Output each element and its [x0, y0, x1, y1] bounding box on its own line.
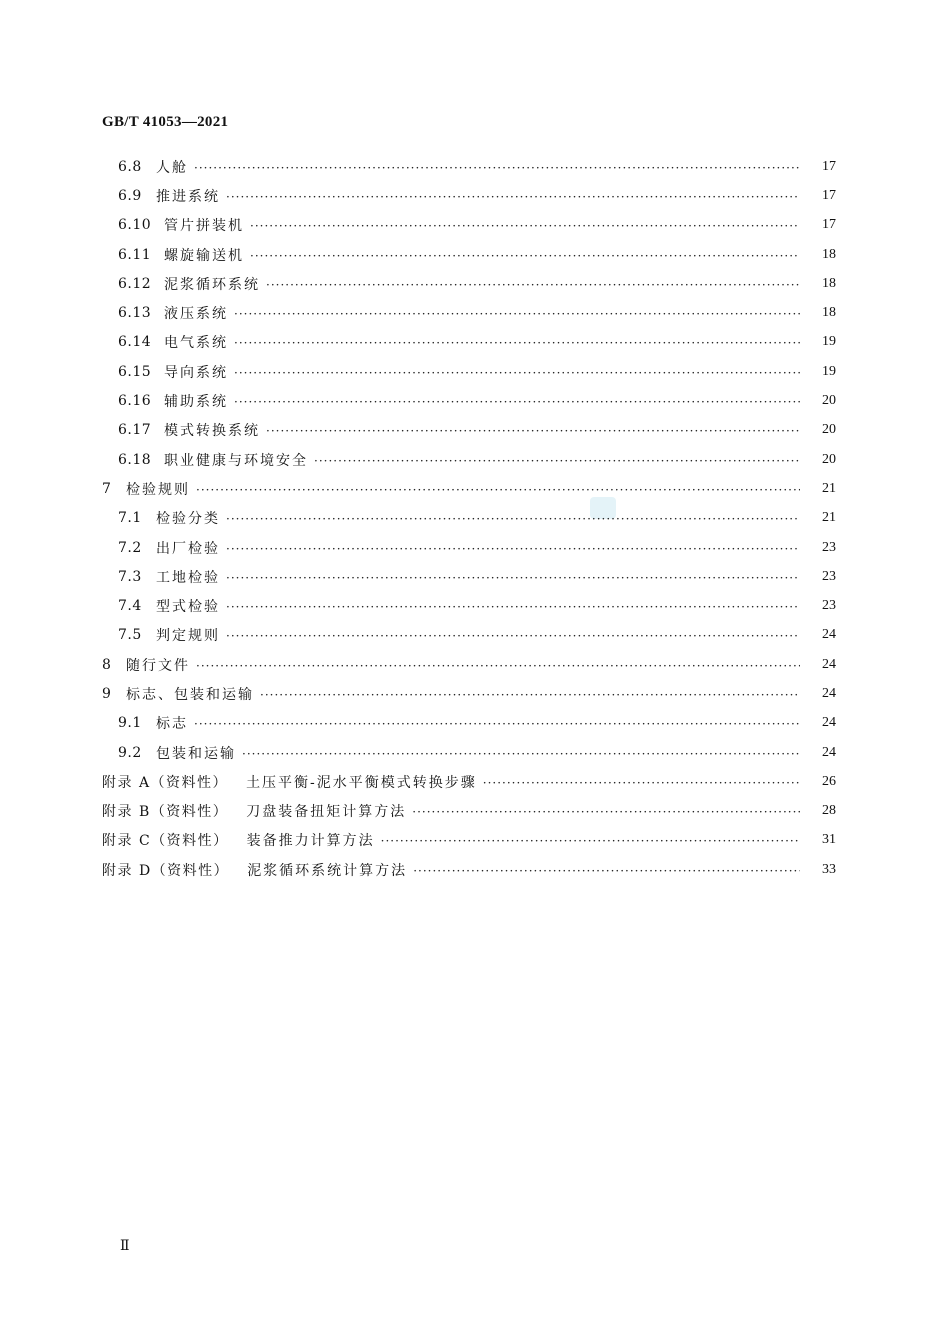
toc-entry-title: 工地检验	[156, 569, 220, 586]
toc-entry-page: 18	[822, 275, 836, 291]
toc-leader-dots	[226, 572, 800, 584]
toc-entry-number: 6.11	[118, 246, 152, 263]
toc-entry-number: 7.2	[118, 539, 142, 556]
toc-entry-title: 职业健康与环境安全	[164, 452, 308, 469]
toc-entry-title: 判定规则	[156, 628, 220, 645]
toc-leader-dots	[194, 718, 800, 730]
toc-entry[interactable]	[0, 650, 950, 679]
toc-entry-page: 26	[822, 773, 836, 789]
toc-entry[interactable]	[0, 621, 950, 650]
toc-entry-page: 21	[822, 480, 836, 496]
toc-leader-dots	[226, 630, 800, 642]
toc-entry-title: 电气系统	[164, 335, 228, 352]
toc-entry-number: 6.16	[118, 393, 152, 410]
toc-entry[interactable]	[0, 269, 950, 298]
toc-entry-page: 18	[822, 305, 836, 321]
toc-leader-dots	[413, 865, 800, 877]
toc-entry-number: 9.1	[118, 715, 142, 732]
toc-entry-title: 土压平衡-泥水平衡模式转换步骤	[246, 774, 477, 791]
toc-entry[interactable]	[0, 562, 950, 591]
toc-entry-number: 6.13	[118, 305, 152, 322]
toc-entry[interactable]	[0, 240, 950, 269]
toc-leader-dots	[250, 250, 800, 262]
toc-entry-number: 6.8	[118, 158, 142, 175]
toc-entry[interactable]	[0, 152, 950, 181]
toc-leader-dots	[226, 191, 800, 203]
toc-entry[interactable]	[0, 474, 950, 503]
toc-entry-number: 6.10	[118, 217, 152, 234]
toc-entry-number: 附录 A（资料性）	[102, 774, 229, 791]
table-of-contents	[0, 152, 950, 884]
toc-leader-dots	[266, 425, 800, 437]
toc-entry-page: 24	[822, 656, 836, 672]
toc-entry-page: 19	[822, 363, 836, 379]
toc-entry-number: 7.3	[118, 568, 142, 585]
toc-entry-number: 9	[102, 685, 112, 702]
toc-entry-number: 6.12	[118, 275, 152, 292]
toc-entry-title: 管片拼装机	[164, 218, 244, 235]
toc-leader-dots	[260, 689, 800, 701]
toc-entry-number: 8	[102, 656, 112, 673]
toc-entry-title: 检验分类	[156, 511, 220, 528]
toc-entry-number: 6.9	[118, 187, 142, 204]
toc-entry[interactable]	[0, 504, 950, 533]
toc-entry-title: 检验规则	[126, 481, 190, 498]
toc-entry-number: 9.2	[118, 744, 142, 761]
toc-entry-title: 推进系统	[156, 188, 220, 205]
toc-entry[interactable]	[0, 855, 950, 884]
toc-leader-dots	[234, 367, 800, 379]
toc-entry-page: 33	[822, 861, 836, 877]
toc-entry-page: 21	[822, 510, 836, 526]
toc-entry-title: 辅助系统	[164, 394, 228, 411]
toc-leader-dots	[483, 777, 800, 789]
toc-entry-page: 20	[822, 393, 836, 409]
toc-entry[interactable]	[0, 445, 950, 474]
toc-entry-number: 7.5	[118, 627, 142, 644]
toc-leader-dots	[196, 660, 800, 672]
toc-leader-dots	[234, 396, 800, 408]
toc-entry-page: 28	[822, 803, 836, 819]
toc-entry-page: 20	[822, 422, 836, 438]
toc-entry[interactable]	[0, 328, 950, 357]
toc-entry-title: 液压系统	[164, 306, 228, 323]
toc-leader-dots	[226, 513, 800, 525]
toc-leader-dots	[234, 308, 800, 320]
toc-entry-title: 人舱	[156, 159, 188, 176]
toc-entry-page: 23	[822, 598, 836, 614]
page-number: Ⅱ	[120, 1239, 130, 1254]
toc-leader-dots	[226, 543, 800, 555]
toc-entry-page: 19	[822, 334, 836, 350]
toc-entry[interactable]	[0, 211, 950, 240]
toc-entry-page: 31	[822, 832, 836, 848]
toc-entry-page: 24	[822, 744, 836, 760]
toc-leader-dots	[412, 806, 800, 818]
toc-leader-dots	[196, 484, 800, 496]
toc-entry-number: 6.15	[118, 363, 152, 380]
toc-entry[interactable]	[0, 533, 950, 562]
toc-entry-page: 17	[822, 217, 836, 233]
toc-leader-dots	[314, 455, 800, 467]
toc-entry[interactable]	[0, 298, 950, 327]
toc-entry[interactable]	[0, 181, 950, 210]
toc-leader-dots	[242, 748, 800, 760]
toc-entry-page: 24	[822, 715, 836, 731]
toc-entry-title: 包装和运输	[156, 745, 236, 762]
toc-entry[interactable]	[0, 416, 950, 445]
toc-entry-title: 随行文件	[126, 657, 190, 674]
toc-entry-page: 24	[822, 685, 836, 701]
toc-entry-number: 6.17	[118, 422, 152, 439]
toc-entry-page: 17	[822, 187, 836, 203]
toc-entry-title: 标志	[156, 716, 188, 733]
toc-entry-page: 17	[822, 158, 836, 174]
toc-entry[interactable]	[0, 357, 950, 386]
toc-leader-dots	[226, 601, 800, 613]
toc-entry-title: 模式转换系统	[164, 423, 260, 440]
toc-entry[interactable]	[0, 767, 950, 796]
toc-entry-page: 20	[822, 451, 836, 467]
toc-entry[interactable]	[0, 709, 950, 738]
toc-entry[interactable]	[0, 591, 950, 620]
toc-entry-page: 23	[822, 539, 836, 555]
toc-entry-title: 装备推力计算方法	[246, 833, 375, 850]
toc-entry-number: 6.14	[118, 334, 152, 351]
toc-entry-title: 出厂检验	[156, 540, 220, 557]
toc-entry-title: 刀盘装备扭矩计算方法	[246, 804, 407, 821]
toc-entry-number: 7	[102, 480, 112, 497]
toc-leader-dots	[234, 337, 800, 349]
toc-entry-number: 6.18	[118, 451, 152, 468]
toc-entry-number: 附录 C（资料性）	[102, 833, 229, 850]
toc-entry-number: 7.4	[118, 598, 142, 615]
toc-entry-number: 附录 D（资料性）	[102, 862, 230, 879]
toc-leader-dots	[250, 220, 800, 232]
toc-entry[interactable]	[0, 679, 950, 708]
toc-entry-title: 导向系统	[164, 364, 228, 381]
toc-entry[interactable]	[0, 738, 950, 767]
toc-entry-page: 18	[822, 246, 836, 262]
toc-entry[interactable]	[0, 826, 950, 855]
toc-entry-title: 型式检验	[156, 599, 220, 616]
toc-entry-number: 7.1	[118, 510, 142, 527]
toc-entry-page: 23	[822, 568, 836, 584]
toc-entry-page: 24	[822, 627, 836, 643]
toc-leader-dots	[381, 835, 800, 847]
toc-entry-title: 泥浆循环系统计算方法	[247, 862, 408, 879]
toc-entry-title: 螺旋输送机	[164, 247, 244, 264]
toc-entry-title: 泥浆循环系统	[164, 276, 260, 293]
toc-entry-title: 标志、包装和运输	[126, 686, 254, 703]
toc-entry[interactable]	[0, 386, 950, 415]
toc-entry-number: 附录 B（资料性）	[102, 804, 229, 821]
toc-leader-dots	[266, 279, 800, 291]
toc-entry[interactable]	[0, 797, 950, 826]
toc-leader-dots	[194, 162, 800, 174]
document-header: GB/T 41053—2021	[102, 114, 229, 130]
